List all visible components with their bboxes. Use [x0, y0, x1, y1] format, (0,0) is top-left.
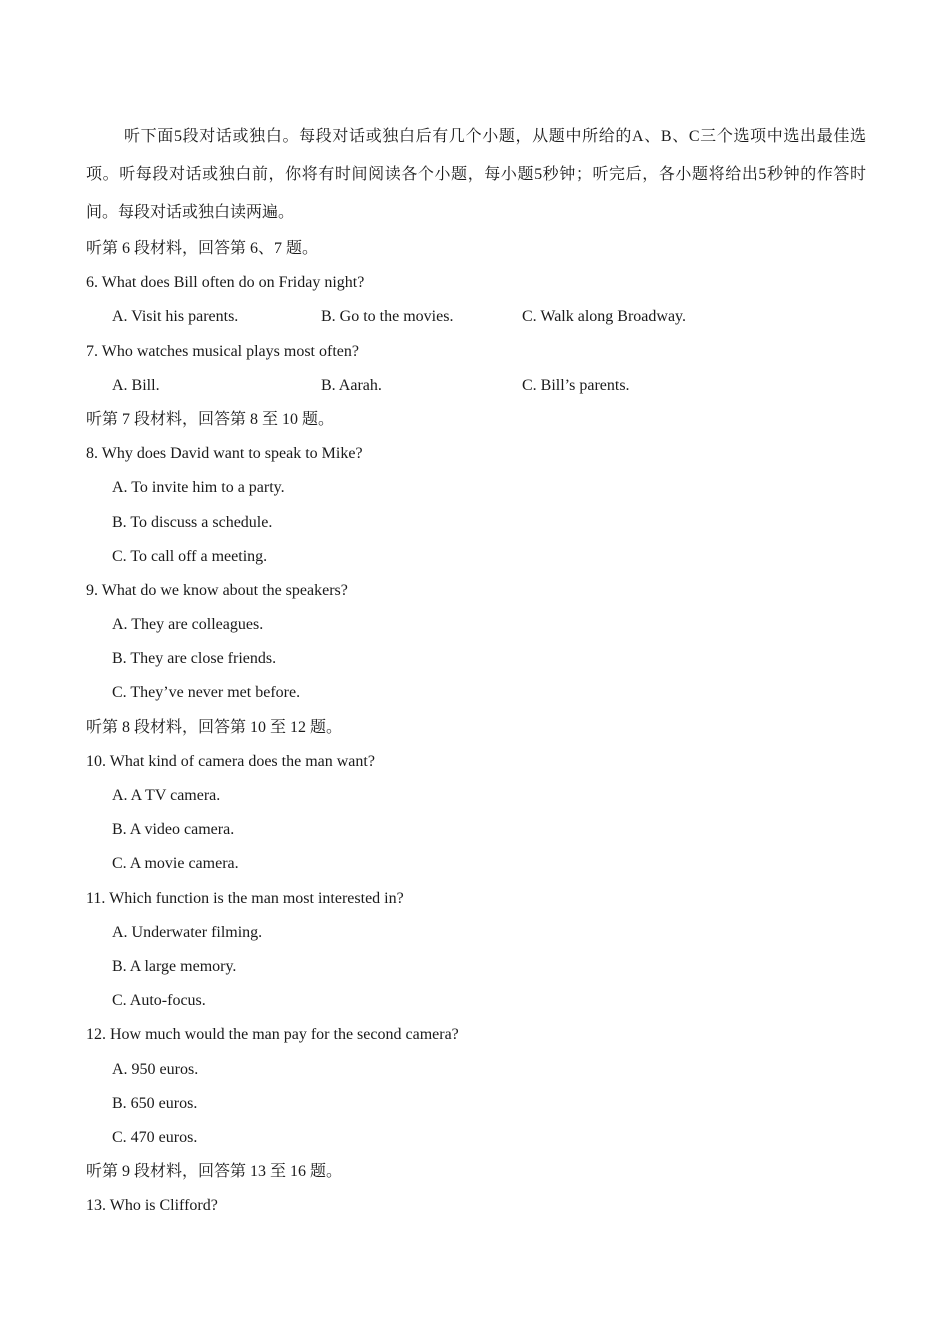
option-c: C. 470 euros. [112, 1128, 198, 1146]
options-q7 [86, 369, 866, 403]
option-c: C. To call off a meeting. [112, 547, 268, 565]
section-heading-9: 听第 9 段材料，回答第 13 至 16 题。 [86, 1163, 343, 1181]
question-10: 10. What kind of camera does the man want? [86, 752, 375, 770]
option-c: C. Auto-focus. [112, 992, 206, 1010]
section-heading-8: 听第 8 段材料，回答第 10 至 12 题。 [86, 718, 343, 736]
option-a: A. They are colleagues. [112, 616, 264, 634]
option-b: B. A video camera. [112, 821, 235, 839]
option-a: A. Bill. [112, 376, 160, 394]
option-c: C. Walk along Broadway. [522, 308, 687, 326]
question-9: 9. What do we know about the speakers? [86, 581, 348, 599]
option-a: A. 950 euros. [112, 1060, 199, 1078]
question-13: 13. Who is Clifford? [86, 1197, 218, 1215]
option-a: A. Visit his parents. [112, 308, 239, 326]
option-b: B. To discuss a schedule. [112, 513, 273, 531]
option-a: A. Underwater filming. [112, 923, 263, 941]
section-heading-6: 听第 6 段材料，回答第 6、7 题。 [86, 240, 319, 257]
option-b: B. A large memory. [112, 957, 237, 975]
question-7: 7. Who watches musical plays most often? [86, 342, 359, 360]
instructions-paragraph: 听下面5段对话或独白。每段对话或独白后有几个小题，从题中所给的A、B、C三个选项中选出最佳选项。听每段对话或独白前，你将有时间阅读各个小题，每小题5秒钟；听完后，各小题将给出5秒钟的作答时间。每段对话或独白读两遍。 [86, 128, 866, 221]
option-c: C. They’ve never met before. [112, 684, 301, 702]
exam-page [86, 118, 866, 1223]
option-b: B. Go to the movies. [321, 308, 454, 326]
question-12: 12. How much would the man pay for the second camera? [86, 1026, 459, 1044]
question-6: 6. What does Bill often do on Friday night? [86, 274, 365, 292]
option-b: B. Aarah. [321, 376, 382, 394]
option-a: A. To invite him to a party. [112, 479, 285, 497]
options-q6 [86, 300, 866, 334]
option-b: B. They are close friends. [112, 650, 277, 668]
question-8: 8. Why does David want to speak to Mike? [86, 445, 363, 463]
option-c: C. Bill’s parents. [522, 376, 630, 394]
option-a: A. A TV camera. [112, 787, 221, 804]
section-heading-7: 听第 7 段材料，回答第 8 至 10 题。 [86, 410, 335, 428]
option-c: C. A movie camera. [112, 855, 239, 873]
option-b: B. 650 euros. [112, 1094, 198, 1112]
question-11: 11. Which function is the man most interested in? [86, 889, 404, 907]
